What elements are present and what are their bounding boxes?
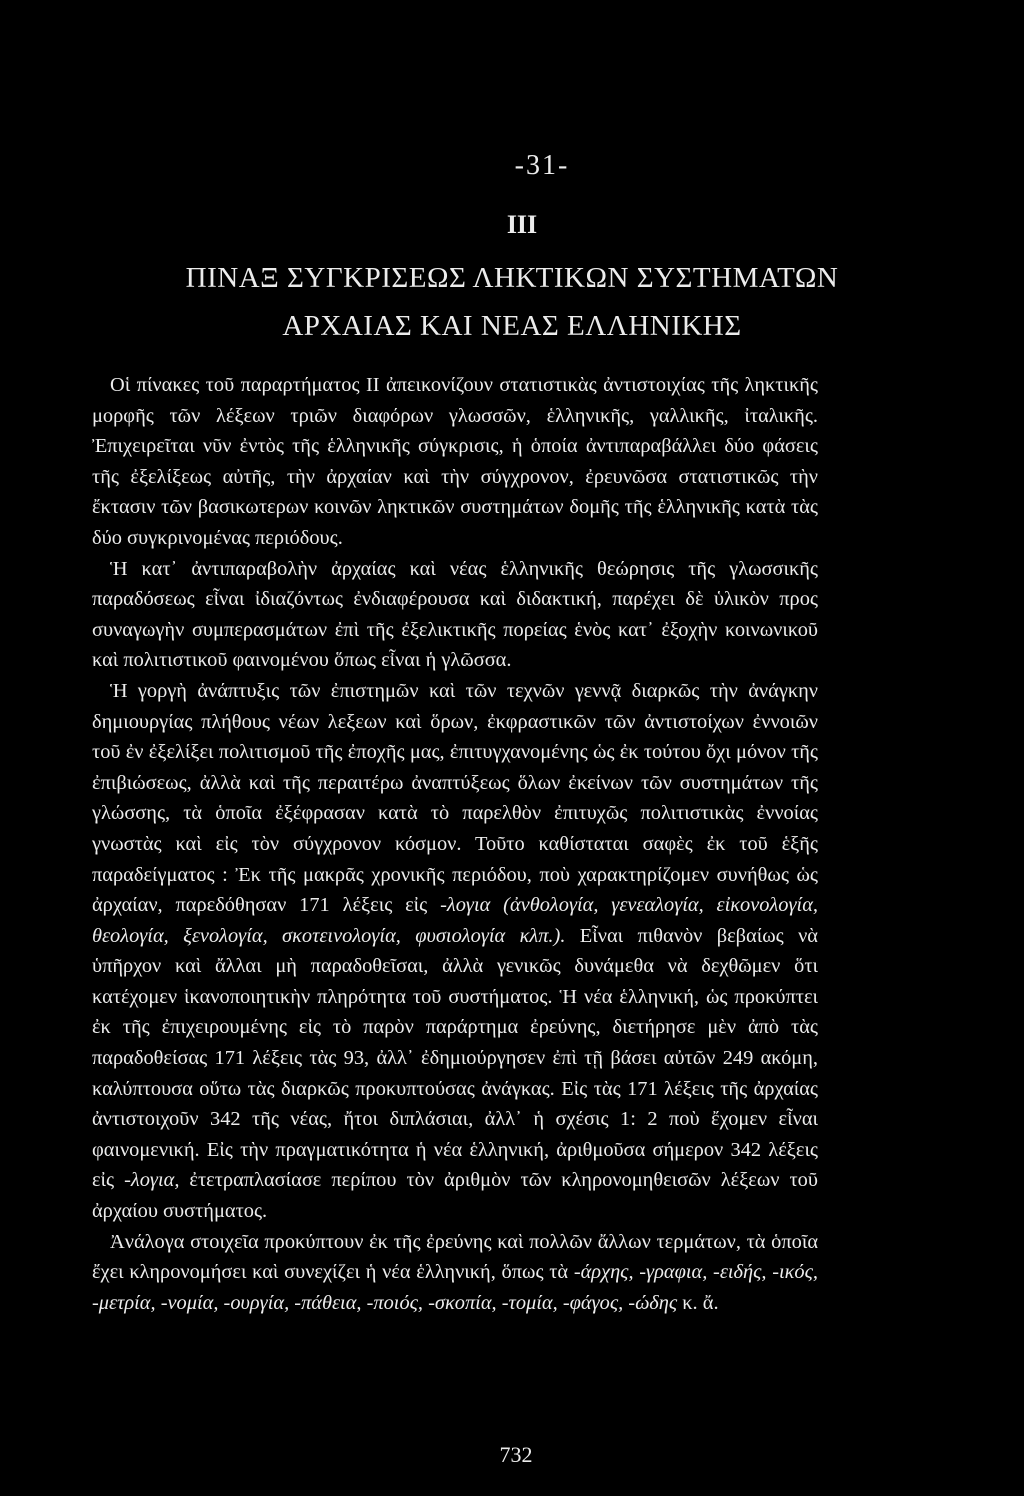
paragraph-2-text: Ἡ κατ᾽ ἀντιπαραβολὴν ἀρχαίας καὶ νέας ἑλληνικῆς θεώρησις τῆς γλωσσικῆς παραδόσεως εἶναι ἰδιαζόντως ἐνδιαφέρουσα καὶ διδακτική, παρέχει δὲ ὑλικὸν προς συναγωγὴν συμπερασμάτων ἐπὶ τῆς ἐξελικτικῆς πορείας ἑνὸς κατ᾽ ἐξοχὴν κοινωνικοῦ καὶ πολιτιστικοῦ φαινομένου ὅπως εἶναι ἡ γλῶσσα.: [92, 557, 818, 672]
paragraph-1: [92, 370, 818, 554]
paragraph-3-text-c: ἐτετραπλασίασε περίπου τὸν ἀριθμὸν τῶν κληρονομηθεισῶν λέξεων τοῦ ἀρχαίου συστήματος.: [92, 1169, 818, 1223]
paragraph-1-text: Οἱ πίνακες τοῦ παραρτήματος II ἀπεικονίζουν στατιστικὰς ἀντιστοιχίας τῆς ληκτικῆς μορφῆς τῶν λέξεων τριῶν διαφόρων γλωσσῶν, ἑλληνικῆς, γαλλικῆς, ἰταλικῆς. Ἐπιχειρεῖται νῦν ἐντὸς τῆς ἑλληνικῆς σύγκρισις, ἡ ὁποία ἀντιπαραβάλλει δύο φάσεις τῆς ἐξελίξεως αὐτῆς, τὴν ἀρχαίαν καὶ τὴν σύγχρονον, ἐρευνῶσα στατιστικῶς τὴν ἔκτασιν τῶν βασικωτερων κοινῶν ληκτικῶν συστημάτων δομῆς τῆς ἑλληνικῆς κατὰ τὰς δύο συγκρινομένας περιόδους.: [92, 374, 818, 549]
endings-list: -άρχης, -γραφια, -ειδής, -ικός, -μετρία, -νομία, -ουργία, -πάθεια, -ποιός, -σκοπία, -τομία, -φάγος, -ώδης: [92, 1261, 818, 1314]
page-marker: -31-: [514, 150, 570, 181]
section-number: III: [506, 210, 538, 239]
examples-list: (ἀνθολογία, γενεαλογία, εἰκονολογία, θεολογία, ξενολογία, σκοτεινολογία, φυσιολογία κλπ.).: [92, 894, 818, 947]
paragraph-3: [92, 676, 818, 1227]
suffix-logia: -λογια: [440, 894, 491, 917]
body-text: [92, 370, 818, 1318]
paragraph-4-text-b: κ. ἄ.: [677, 1291, 719, 1314]
page-title-line-2: ΑΡΧΑΙΑΣ ΚΑΙ ΝΕΑΣ ΕΛΛΗΝΙΚΗΣ: [282, 310, 742, 342]
paragraph-3-text-a: Ἡ γοργὴ ἀνάπτυξις τῶν ἐπιστημῶν καὶ τῶν τεχνῶν γεννᾷ διαρκῶς τὴν ἀνάγκην δημιουργίας πλήθους νέων λεξεων καὶ ὅρων, ἐκφραστικῶν τῶν ἀντιστοίχων ἐννοιῶν τοῦ ἐν ἐξελίξει πολιτισμοῦ τῆς ἐποχῆς μας, ἐπιτυγχανομένης ὡς ἐκ τούτου ὄχι μόνον τῆς ἐπιβιώσεως, ἀλλὰ καὶ τῆς περαιτέρω ἀναπτύξεως ὅλων ἐκείνων τῶν συστημάτων τῆς γλώσσης, τὰ ὁποῖα ἐξέφρασαν κατὰ τὸ παρελθὸν ἐπιτυχῶς πολιτιστικὰς ἐννοίας γνωστὰς καὶ εἰς τὸν σύγχρονον κόσμον. Τοῦτο καθίσταται σαφὲς ἐκ τοῦ ἑξῆς παραδείγματος : Ἐκ τῆς μακρᾶς χρονικῆς περιόδου, ποὺ χαρακτηρίζομεν συνήθως ὡς ἀρχαίαν, παρεδόθησαν 171 λέξεις εἰς: [92, 679, 818, 917]
paragraph-4: [92, 1227, 818, 1319]
paragraph-2: [92, 554, 818, 676]
page-title-line-1: ΠΙΝΑΞ ΣΥΓΚΡΙΣΕΩΣ ΛΗΚΤΙΚΩΝ ΣΥΣΤΗΜΑΤΩΝ: [185, 262, 839, 294]
paragraph-3-text-b: Εἶναι πιθανὸν βεβαίως νὰ ὑπῆρχον καὶ ἄλλαι μὴ παραδοθεῖσαι, ἀλλὰ γενικῶς δυνάμεθα νὰ δεχθῶμεν ὅτι κατέχομεν ἱκανοποιητικὴν πληρότητα τοῦ συστήματος. Ἡ νέα ἑλληνική, ὡς προκύπτει ἐκ τῆς ἐπιχειρουμένης εἰς τὸ παρὸν παράρτημα ἐρεύνης, διετήρησε μὲν ἀπὸ τὰς παραδοθείσας 171 λέξεις τὰς 93, ἀλλ᾽ ἐδημιούργησεν ἐπὶ τῇ βάσει αὐτῶν 249 ακόμη, καλύπτουσα οὕτω τὰς διαρκῶς προκυπτούσας ἀνάγκας. Εἰς τὰς 171 λέξεις τῆς ἀρχαίας ἀντιστοιχοῦν 342 τῆς νέας, ἤτοι διπλάσιαι, ἀλλ᾽ ἡ σχέσις 1: 2 ποὺ ἔχομεν εἶναι φαινομενική. Εἰς τὴν πραγματικότητα ἡ νέα ἑλληνική, ἀριθμοῦσα σήμερον 342 λέξεις εἰς: [92, 924, 818, 1192]
page-number: 732: [499, 1442, 533, 1467]
suffix-logia-2: -λογια,: [124, 1169, 180, 1192]
paragraph-4-text-a: Ἀνάλογα στοιχεῖα προκύπτουν ἐκ τῆς ἐρεύνης καὶ πολλῶν ἄλλων τερμάτων, τὰ ὁποῖα ἔχει κληρονομήσει καὶ συνεχίζει ἡ νέα ἑλληνική, ὅπως τὰ: [92, 1230, 818, 1284]
